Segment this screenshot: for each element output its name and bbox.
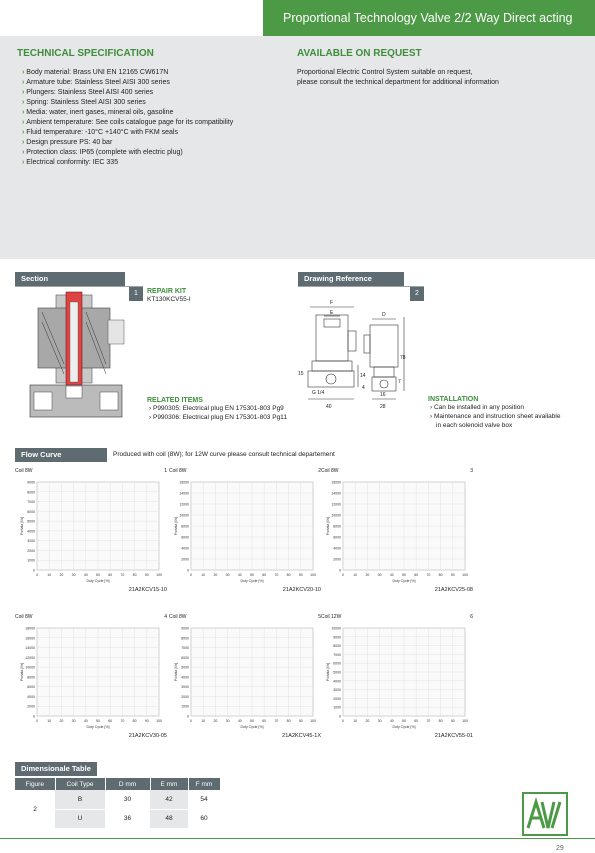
y-tick-label: 4000 [181, 675, 189, 680]
install-item: › Can be installed in any position [430, 404, 524, 411]
tech-spec-list [20, 68, 233, 168]
y-tick-label: 1000 [333, 705, 341, 710]
y-axis-label: Portata [l/h] [20, 663, 24, 681]
x-tick-label: 100 [462, 719, 468, 723]
y-tick-label: 4000 [181, 546, 189, 551]
y-tick-label: 10000 [331, 626, 341, 631]
y-tick-label: 6000 [181, 655, 189, 660]
y-tick-label: 14000 [179, 491, 189, 496]
y-tick-label: 3000 [333, 688, 341, 693]
x-tick-label: 100 [462, 573, 468, 577]
x-tick-label: 90 [144, 719, 149, 723]
chart-1 [15, 468, 167, 593]
y-tick-label: 12000 [331, 502, 341, 507]
y-tick-label: 2000 [181, 694, 189, 699]
related-item-text: P990306: Electrical plug EN 175301-803 Pg11 [152, 414, 287, 421]
y-tick-label: 9000 [333, 635, 341, 640]
drawing-number: 2 [410, 287, 424, 301]
page-number: 29 [556, 845, 564, 852]
y-tick-label: 5000 [181, 665, 189, 670]
drawing-tab: Drawing Reference [298, 272, 404, 286]
drawing-reference-image [298, 295, 410, 415]
x-tick-label: 40 [237, 573, 242, 577]
dim-40-label: 40 [326, 404, 332, 410]
y-tick-label: 8000 [27, 490, 35, 495]
x-tick-label: 90 [298, 719, 303, 723]
tech-spec-title: TECHNICAL SPECIFICATION [17, 48, 154, 59]
footer-line [0, 838, 595, 839]
section-line [15, 286, 143, 287]
chart-5 [169, 614, 321, 739]
dim-g14-label: G 1/4 [312, 390, 325, 396]
x-tick-label: 70 [426, 719, 431, 723]
x-tick-label: 20 [213, 573, 218, 577]
x-tick-label: 80 [438, 573, 443, 577]
table-cell-figure: 2 [15, 790, 55, 828]
table-cell: B [55, 790, 105, 809]
table-header: F mm [188, 778, 220, 790]
y-axis-label: Portata [l/h] [20, 517, 24, 535]
chart-coil-label: Coil 12W [321, 614, 342, 620]
x-tick-label: 60 [414, 573, 419, 577]
section-number: 1 [129, 287, 143, 301]
related-items-title: RELATED ITEMS [147, 397, 203, 404]
chart-number: 3 [470, 468, 473, 474]
header-bar: Proportional Technology Valve 2/2 Way Direct acting [263, 0, 595, 36]
y-tick-label: 10000 [331, 513, 341, 518]
spec-item: › Design pressure PS: 40 bar [22, 138, 233, 148]
repair-kit-code: KT130KCV55-I [147, 296, 191, 303]
chart-model: 21A2KCV55-01 [434, 733, 473, 739]
spec-item: › Protection class: IP65 (complete with electric plug) [22, 148, 233, 158]
x-axis-label: Duty Cycle [%] [86, 579, 110, 583]
x-tick-label: 20 [59, 719, 64, 723]
x-tick-label: 70 [426, 573, 431, 577]
table-cell: 54 [188, 790, 220, 809]
y-tick-label: 12000 [179, 502, 189, 507]
table-cell: 36 [105, 809, 150, 828]
y-tick-label: 4000 [333, 546, 341, 551]
avail-text [297, 68, 557, 87]
x-tick-label: 100 [156, 719, 162, 723]
x-axis-label: Duty Cycle [%] [240, 725, 264, 729]
table-header: Coil Type [55, 778, 105, 790]
flow-chart-svg [15, 476, 167, 588]
y-axis-label: Portata [l/h] [174, 517, 178, 535]
y-tick-label: 0 [339, 714, 341, 719]
y-tick-label: 8000 [27, 675, 35, 680]
y-tick-label: 10000 [179, 513, 189, 518]
x-tick-label: 30 [225, 573, 230, 577]
x-tick-label: 10 [353, 573, 358, 577]
company-logo [522, 792, 568, 836]
dim-4-label: 4 [362, 385, 365, 391]
y-tick-label: 16000 [179, 480, 189, 485]
y-tick-label: 1000 [27, 558, 35, 563]
avail-line: Proportional Electric Control System suitable on request, [297, 69, 473, 76]
y-tick-label: 14000 [25, 646, 35, 651]
chart-model: 21A2KCV20-10 [282, 587, 321, 593]
y-tick-label: 2000 [181, 557, 189, 562]
x-tick-label: 30 [225, 719, 230, 723]
x-tick-label: 50 [96, 719, 100, 723]
x-tick-label: 80 [132, 573, 137, 577]
x-tick-label: 40 [83, 719, 88, 723]
install-item: › Maintenance and instruction sheet available [430, 413, 561, 420]
x-tick-label: 80 [438, 719, 443, 723]
spec-item: › Armature tube: Stainless Steel AISI 300 series [22, 78, 233, 88]
y-tick-label: 0 [187, 714, 189, 719]
y-tick-label: 4000 [333, 679, 341, 684]
y-tick-label: 0 [33, 568, 35, 573]
table-header-row [15, 778, 220, 790]
x-axis-label: Duty Cycle [%] [240, 579, 264, 583]
x-tick-label: 20 [59, 573, 64, 577]
y-tick-label: 2000 [27, 704, 35, 709]
x-tick-label: 50 [402, 719, 406, 723]
table-header: D mm [105, 778, 150, 790]
chart-number: 4 [164, 614, 167, 620]
drawing-line [298, 286, 424, 287]
x-tick-label: 70 [274, 573, 279, 577]
x-axis-label: Duty Cycle [%] [392, 725, 416, 729]
flow-chart-svg [321, 622, 473, 734]
dim-15-label: 15 [298, 371, 304, 377]
chart-3 [321, 468, 473, 593]
x-tick-label: 60 [262, 719, 267, 723]
x-tick-label: 40 [237, 719, 242, 723]
table-cell: 30 [105, 790, 150, 809]
x-tick-label: 40 [389, 719, 394, 723]
y-tick-label: 7000 [181, 646, 189, 651]
flow-chart-svg [169, 622, 321, 734]
chart-model: 21A2KCV25-08 [434, 587, 473, 593]
y-tick-label: 0 [339, 568, 341, 573]
y-tick-label: 9000 [181, 626, 189, 631]
x-tick-label: 40 [389, 573, 394, 577]
x-tick-label: 70 [274, 719, 279, 723]
chart-model: 21A2KCV15-10 [128, 587, 167, 593]
chart-coil-label: Coil 8W [169, 468, 187, 474]
installation-title: INSTALLATION [428, 396, 479, 403]
table-row [15, 790, 220, 809]
dim-14-label: 14 [360, 373, 366, 379]
x-tick-label: 90 [298, 573, 303, 577]
chart-number: 2 [318, 468, 321, 474]
spec-item: › Electrical conformity: IEC 335 [22, 158, 233, 168]
y-tick-label: 5000 [27, 519, 35, 524]
x-tick-label: 10 [47, 573, 52, 577]
x-tick-label: 90 [450, 719, 455, 723]
avail-title: AVAILABLE ON REQUEST [297, 48, 422, 59]
x-tick-label: 60 [108, 573, 113, 577]
y-tick-label: 8000 [333, 524, 341, 529]
y-tick-label: 6000 [333, 661, 341, 666]
table-cell: 42 [150, 790, 188, 809]
flow-chart-svg [169, 476, 321, 588]
x-tick-label: 60 [108, 719, 113, 723]
y-tick-label: 14000 [331, 491, 341, 496]
y-tick-label: 6000 [181, 535, 189, 540]
x-tick-label: 0 [190, 719, 192, 723]
x-tick-label: 50 [96, 573, 100, 577]
dim-table-tab: Dimensionale Table [15, 762, 97, 776]
y-tick-label: 6000 [333, 535, 341, 540]
flow-curve-tab: Flow Curve [15, 448, 107, 462]
y-tick-label: 5000 [333, 670, 341, 675]
x-tick-label: 0 [190, 573, 192, 577]
y-tick-label: 2000 [333, 557, 341, 562]
valve-section-image [28, 290, 128, 425]
y-tick-label: 2000 [27, 548, 35, 553]
y-tick-label: 16000 [25, 636, 35, 641]
x-tick-label: 10 [353, 719, 358, 723]
x-tick-label: 10 [201, 573, 206, 577]
y-tick-label: 7000 [333, 652, 341, 657]
dim-28-label: 28 [380, 404, 386, 410]
related-item: › P990306: Electrical plug EN 175301-803 Pg11 [149, 414, 287, 421]
chart-number: 1 [164, 468, 167, 474]
y-tick-label: 3000 [181, 685, 189, 690]
related-item: › P990305: Electrical plug EN 175301-803 Pg9 [149, 405, 284, 412]
y-tick-label: 12000 [25, 655, 35, 660]
x-tick-label: 30 [377, 573, 382, 577]
y-tick-label: 3000 [27, 539, 35, 544]
avail-line: please consult the technical department for additional information [297, 78, 499, 86]
flow-curve-note: Produced with coil (8W); for 12W curve please consult technical departement [113, 451, 335, 458]
x-tick-label: 60 [262, 573, 267, 577]
section-tab: Section [15, 272, 125, 286]
chart-coil-label: Coil 8W [321, 468, 339, 474]
x-tick-label: 100 [310, 573, 316, 577]
dim-78-label: 78 [400, 355, 406, 361]
chart-coil-label: Coil 8W [169, 614, 187, 620]
table-cell: 48 [150, 809, 188, 828]
y-axis-label: Portata [l/h] [326, 517, 330, 535]
x-tick-label: 0 [342, 573, 344, 577]
related-item-text: P990305: Electrical plug EN 175301-803 Pg9 [152, 405, 284, 412]
x-tick-label: 10 [201, 719, 206, 723]
spec-item: › Ambient temperature: See coils catalogue page for its compatibility [22, 118, 233, 128]
x-axis-label: Duty Cycle [%] [392, 579, 416, 583]
table-header: E mm [150, 778, 188, 790]
x-tick-label: 70 [120, 719, 125, 723]
y-tick-label: 2000 [333, 696, 341, 701]
y-tick-label: 0 [187, 568, 189, 573]
dim-d-label: D [382, 312, 386, 318]
x-tick-label: 20 [365, 573, 370, 577]
x-tick-label: 30 [71, 573, 76, 577]
y-tick-label: 16000 [331, 480, 341, 485]
x-tick-label: 20 [213, 719, 218, 723]
x-tick-label: 90 [450, 573, 455, 577]
x-tick-label: 50 [402, 573, 406, 577]
dim-7-label: 7 [398, 379, 401, 385]
x-tick-label: 50 [250, 719, 254, 723]
table-cell: 60 [188, 809, 220, 828]
y-tick-label: 7000 [27, 500, 35, 505]
y-axis-label: Portata [l/h] [174, 663, 178, 681]
y-tick-label: 1000 [181, 704, 189, 709]
chart-coil-label: Coil 8W [15, 614, 33, 620]
x-tick-label: 0 [36, 573, 38, 577]
y-tick-label: 0 [33, 714, 35, 719]
table-cell: U [55, 809, 105, 828]
y-tick-label: 9000 [27, 480, 35, 485]
x-tick-label: 0 [342, 719, 344, 723]
chart-number: 6 [470, 614, 473, 620]
spec-item: › Media: water, inert gases, mineral oils, gasoline [22, 108, 233, 118]
dim-16-label: 16 [380, 392, 386, 398]
flow-chart-svg [15, 622, 167, 734]
spec-item: › Plungers: Stainless Steel AISI 400 series [22, 88, 233, 98]
x-tick-label: 30 [71, 719, 76, 723]
y-axis-label: Portata [l/h] [326, 663, 330, 681]
spec-item: › Body material: Brass UNI EN 12165 CW617N [22, 68, 233, 78]
x-axis-label: Duty Cycle [%] [86, 725, 110, 729]
dim-f-label: F [330, 300, 334, 306]
y-tick-label: 4000 [27, 694, 35, 699]
x-tick-label: 60 [414, 719, 419, 723]
x-tick-label: 20 [365, 719, 370, 723]
x-tick-label: 40 [83, 573, 88, 577]
x-tick-label: 50 [250, 573, 254, 577]
spec-item: › Spring: Stainless Steel AISI 300 series [22, 98, 233, 108]
x-tick-label: 30 [377, 719, 382, 723]
x-tick-label: 10 [47, 719, 52, 723]
x-tick-label: 0 [36, 719, 38, 723]
x-tick-label: 80 [286, 573, 291, 577]
x-tick-label: 100 [156, 573, 162, 577]
spec-item: › Fluid temperature: -10°C +140°C with FKM seals [22, 128, 233, 138]
y-tick-label: 18000 [25, 626, 35, 631]
x-tick-label: 100 [310, 719, 316, 723]
table-header: Figure [15, 778, 55, 790]
chart-4 [15, 614, 167, 739]
x-tick-label: 80 [132, 719, 137, 723]
dimension-table [15, 778, 221, 829]
x-tick-label: 80 [286, 719, 291, 723]
chart-2 [169, 468, 321, 593]
flow-chart-svg [321, 476, 473, 588]
chart-coil-label: Coil 8W [15, 468, 33, 474]
chart-6 [321, 614, 473, 739]
chart-model: 21A2KCV45-1X [282, 733, 321, 739]
y-tick-label: 4000 [27, 529, 35, 534]
y-tick-label: 6000 [27, 685, 35, 690]
y-tick-label: 8000 [181, 524, 189, 529]
x-tick-label: 90 [144, 573, 149, 577]
chart-model: 21A2KCV30-05 [128, 733, 167, 739]
x-tick-label: 70 [120, 573, 125, 577]
y-tick-label: 6000 [27, 509, 35, 514]
repair-kit-title: REPAIR KIT [147, 288, 187, 295]
chart-number: 5 [318, 614, 321, 620]
dim-e-label: E [330, 310, 334, 316]
y-tick-label: 8000 [181, 636, 189, 641]
y-tick-label: 8000 [333, 644, 341, 649]
y-tick-label: 10000 [25, 665, 35, 670]
install-item: in each solenoid valve box [436, 422, 513, 429]
